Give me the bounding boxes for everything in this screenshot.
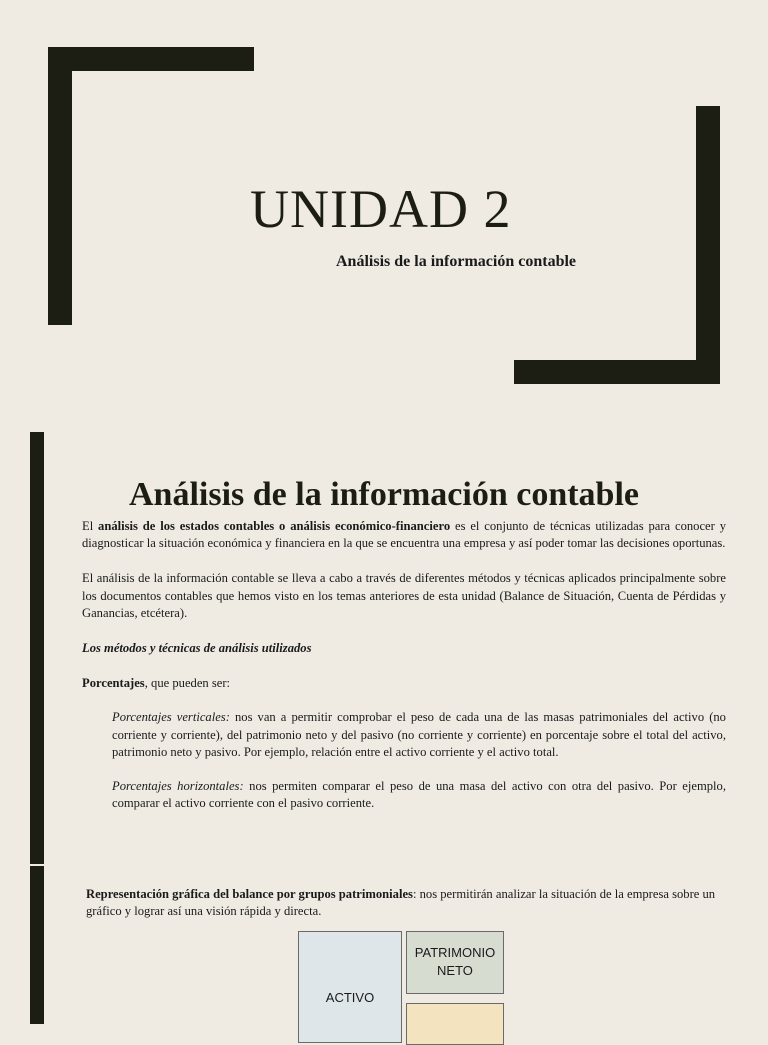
graphic-text: : nos permitirán analizar la situación de la empresa sobre un gráfico y lograr así una visión rápida y directa. bbox=[86, 887, 716, 919]
definition-prefix: El bbox=[82, 519, 99, 533]
verticales-term: Porcentajes verticales: bbox=[112, 710, 230, 725]
graphic-slide bbox=[0, 864, 768, 1024]
methods-heading bbox=[82, 640, 726, 657]
method-paragraph: El análisis de la información contable se lleva a cabo a través de diferentes métodos y técnicas aplicados principalmente sobre los documentos contables que hemos visto en los temas anteriores de esta unidad (Balance de Situación, Cuenta de Pérdidas y Ganancias, etcétera). bbox=[82, 571, 726, 621]
activo-box bbox=[298, 931, 402, 1043]
left-accent-bar bbox=[30, 866, 44, 1024]
patrimonio-neto-label: PATRIMONIO NETO bbox=[414, 945, 496, 978]
slide-body bbox=[82, 518, 726, 830]
verticales-paragraph bbox=[112, 709, 726, 761]
frame-top-left-horizontal bbox=[48, 47, 254, 71]
definition-paragraph bbox=[82, 518, 726, 553]
frame-bottom-right-horizontal bbox=[514, 360, 720, 384]
porcentajes-intro bbox=[82, 675, 726, 692]
content-slide bbox=[0, 432, 768, 864]
slide-subtitle: Análisis de la información contable bbox=[336, 253, 577, 270]
graphic-term: Representación gráfica del balance por grupos patrimoniales bbox=[86, 887, 413, 901]
frame-top-left-vertical bbox=[48, 47, 72, 325]
slide-heading: Análisis de la información contable bbox=[128, 476, 640, 513]
patrimonio-neto-box bbox=[406, 931, 504, 994]
graphic-intro bbox=[86, 886, 726, 921]
pasivo-box bbox=[406, 1003, 504, 1045]
verticales-text: nos van a permitir comprobar el peso de cada una de las masas patrimoniales del activo (no corriente y corriente), del patrimonio neto y del pasivo (no corriente y corriente) en porcentaje sobre el total del activo, patrimonio neto y pasivo. Por ejemplo, relación entre el activo corriente y el activo total. bbox=[112, 710, 726, 760]
definition-term: análisis de los estados contables o análisis económico-financiero bbox=[98, 519, 451, 533]
slide-title: UNIDAD 2 bbox=[250, 179, 512, 239]
activo-label: ACTIVO bbox=[325, 990, 375, 1005]
title-slide bbox=[0, 0, 768, 432]
methods-heading-text: Los métodos y técnicas de análisis utilizados bbox=[82, 640, 312, 655]
horizontales-paragraph bbox=[112, 778, 726, 813]
horizontales-term: Porcentajes horizontales: bbox=[112, 778, 244, 793]
definition-text: es el conjunto de técnicas utilizadas para conocer y diagnosticar la situación económica y financiera en la que se encuentra una empresa y así poder tomar las decisiones oportunas. bbox=[82, 519, 726, 551]
horizontales-text: nos permiten comparar el peso de una masa del activo con otra del pasivo. Por ejemplo, comparar el activo corriente con el pasivo corriente. bbox=[112, 778, 726, 811]
porcentajes-term: Porcentajes bbox=[82, 675, 145, 690]
porcentajes-text: , que pueden ser: bbox=[144, 675, 231, 690]
frame-bottom-right-vertical bbox=[696, 106, 720, 384]
